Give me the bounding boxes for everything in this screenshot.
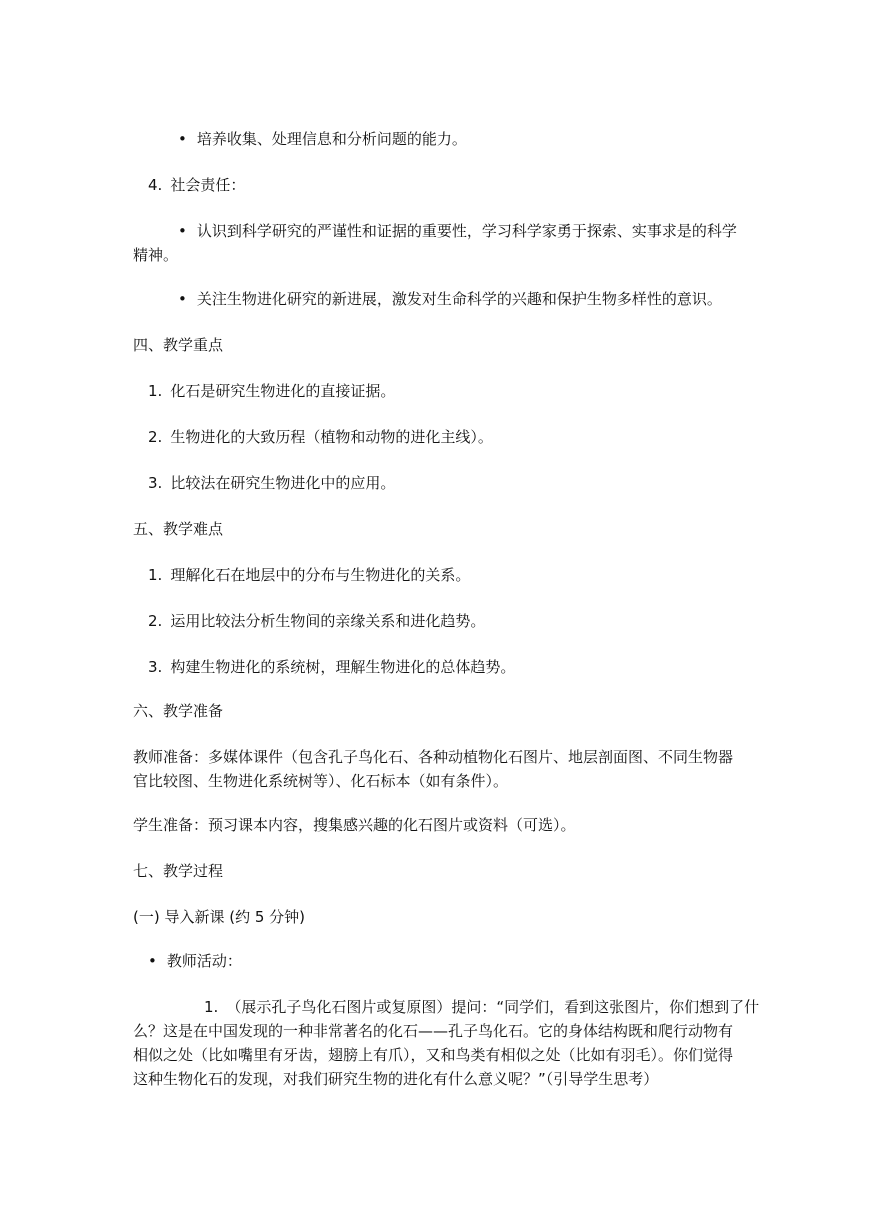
step-text: （展示孔子鸟化石图片或复原图）提问：“同学们，看到这张图片，你们想到了什 [226, 998, 760, 1016]
key-point-item [148, 472, 395, 495]
list-number: 1. [148, 382, 163, 400]
bullet-text: 教师活动： [166, 952, 242, 970]
bullet-icon: • [178, 222, 187, 240]
bullet-text: 培养收集、处理信息和分析问题的能力。 [196, 130, 467, 148]
list-text: 比较法在研究生物进化中的应用。 [170, 474, 396, 492]
step-1-line-4: 这种生物化石的发现，对我们研究生物的进化有什么意义呢？”（引导学生思考） [133, 1070, 659, 1088]
section-label: 社会责任： [170, 176, 246, 194]
list-number: 1. [204, 998, 219, 1016]
difficulty-item [148, 564, 470, 587]
bullet-icon: • [178, 290, 187, 308]
heading-teaching-key-points: 四、教学重点 [133, 336, 224, 354]
list-text: 运用比较法分析生物间的亲缘关系和进化趋势。 [170, 612, 486, 630]
difficulty-item [148, 610, 485, 633]
list-number: 2. [148, 428, 163, 446]
heading-teaching-process: 七、教学过程 [133, 862, 224, 880]
list-number: 3. [148, 474, 163, 492]
list-number: 4. [148, 176, 163, 194]
bullet-text-continuation: 精神。 [133, 246, 179, 264]
bullet-icon: • [148, 952, 157, 970]
bullet-item-info-skills [178, 128, 467, 151]
key-point-item [148, 426, 493, 449]
subheading-introduction: (一) 导入新课 (约 5 分钟) [133, 908, 306, 926]
list-text: 化石是研究生物进化的直接证据。 [170, 382, 396, 400]
teacher-preparation-line-1: 教师准备：多媒体课件（包含孔子鸟化石、各种动植物化石图片、地层剖面图、不同生物器 [133, 748, 734, 766]
bullet-text: 关注生物进化研究的新进展，激发对生命科学的兴趣和保护生物多样性的意识。 [196, 290, 722, 308]
bullet-text: 认识到科学研究的严谨性和证据的重要性，学习科学家勇于探索、实事求是的科学 [196, 222, 737, 240]
heading-teaching-preparation: 六、教学准备 [133, 702, 224, 720]
section-4-social-responsibility [148, 174, 245, 197]
teacher-preparation-line-2: 官比较图、生物进化系统树等）、化石标本（如有条件）。 [133, 772, 509, 790]
difficulty-item [148, 656, 515, 679]
list-text: 生物进化的大致历程（植物和动物的进化主线）。 [170, 428, 493, 446]
student-preparation: 学生准备：预习课本内容，搜集感兴趣的化石图片或资料（可选）。 [133, 816, 576, 834]
list-text: 理解化石在地层中的分布与生物进化的关系。 [170, 566, 471, 584]
list-number: 2. [148, 612, 163, 630]
list-number: 1. [148, 566, 163, 584]
bullet-item-follow-research [178, 288, 722, 311]
list-number: 3. [148, 658, 163, 676]
heading-teaching-difficulties: 五、教学难点 [133, 520, 224, 538]
step-1-line-1 [204, 996, 759, 1019]
step-1-line-2: 么？这是在中国发现的一种非常著名的化石——孔子鸟化石。它的身体结构既和爬行动物有 [133, 1022, 734, 1040]
bullet-item-scientific-rigor [178, 220, 737, 243]
step-1-line-3: 相似之处（比如嘴里有牙齿，翅膀上有爪），又和鸟类有相似之处（比如有羽毛）。你们觉得 [133, 1046, 734, 1064]
list-text: 构建生物进化的系统树，理解生物进化的总体趋势。 [170, 658, 516, 676]
bullet-icon: • [178, 130, 187, 148]
key-point-item [148, 380, 395, 403]
bullet-item-teacher-activity [148, 950, 242, 973]
